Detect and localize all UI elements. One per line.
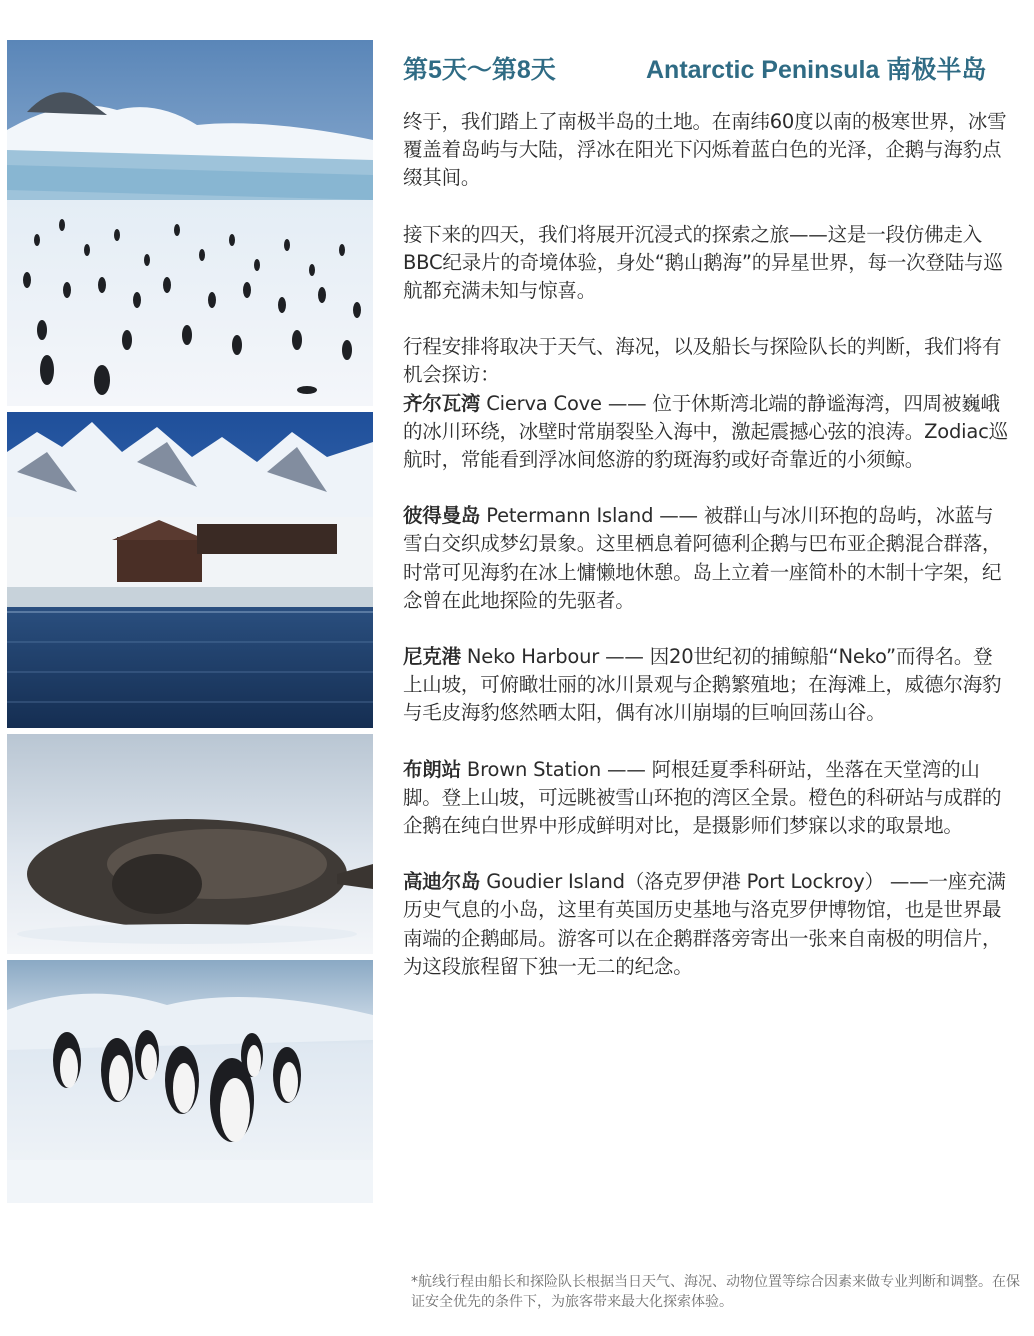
site-description: Brown Station —— 阿根廷夏季科研站，坐落在天堂湾的山脚。登上山坡，可远眺被雪山环抱的湾区全景。橙色的科研站与成群的企鹅在纯白世界中形成鲜明对比，是摄影师们梦寐以求的取景地。 (403, 757, 1002, 838)
site-description: Neko Harbour —— 因20世纪初的捕鲸船“Neko”而得名。登上山坡，可俯瞰壮丽的冰川景观与企鹅繁殖地；在海滩上，威德尔海豹与毛皮海豹悠然晒太阳，偶有冰川崩塌的巨响回荡山谷。 (403, 645, 1002, 725)
adelie-penguins-photo (7, 960, 373, 1203)
site-name: 布朗站 (403, 757, 461, 781)
day-range: 第5天～第8天 (403, 56, 556, 84)
footnote: *航线行程由船长和探险队长根据当日天气、海况、动物位置等综合因素来做专业判断和调整。在保证安全优先的条件下，为旅客带来最大化探索体验。 (411, 1274, 1020, 1310)
site-description: Petermann Island —— 被群山与冰川环抱的岛屿，冰蓝与雪白交织成梦幻景象。这里栖息着阿德利企鹅与巴布亚企鹅混合群落，时常可见海豹在冰上慵懒地休憩。岛上立着一座简朴的木制十字架，纪念曾在此地探险的先驱者。 (403, 504, 1002, 612)
port-lockroy-hut-photo (7, 412, 373, 728)
site-petermann-island (403, 502, 1011, 615)
intro-paragraph-3: 行程安排将取决于天气、海况，以及船长与探险队长的判断，我们将有机会探访： (403, 335, 1002, 387)
region-title: Antarctic Peninsula 南极半岛 (646, 56, 987, 84)
site-description: Cierva Cove —— 位于休斯湾北端的静谧海湾，四周被巍峨的冰川环绕，冰壁时常崩裂坠入海中，激起震撼心弦的浪涛。Zodiac巡航时，常能看到浮冰间悠游的豹斑海豹或好奇靠近的小须鲸。 (403, 391, 1008, 472)
site-name: 高迪尔岛 (403, 870, 481, 894)
site-cierva-cove (403, 390, 1011, 475)
site-name: 齐尔瓦湾 (403, 391, 481, 415)
itinerary-body (403, 108, 1011, 981)
site-brown-station (403, 756, 1011, 841)
site-neko-harbour (403, 643, 1011, 728)
penguin-colony-photo (7, 40, 373, 406)
weddell-seal-photo (7, 734, 373, 954)
intro-paragraph-1: 终于，我们踏上了南极半岛的土地。在南纬60度以南的极寒世界，冰雪覆盖着岛屿与大陆，浮冰在阳光下闪烁着蓝白色的光泽，企鹅与海豹点缀其间。 (403, 110, 1007, 190)
site-description: Goudier Island（洛克罗伊港 Port Lockroy） ——一座充满历史气息的小岛，这里有英国历史基地与洛克罗伊博物馆，也是世界最南端的企鹅邮局。游客可以在企鹅群落旁寄出一张来自南极的明信片，为这段旅程留下独一无二的纪念。 (403, 870, 1006, 978)
intro-paragraph-2: 接下来的四天，我们将展开沉浸式的探索之旅——这是一段仿佛走入BBC纪录片的奇境体验，身处“鹅山鹅海”的异星世界，每一次登陆与巡航都充满未知与惊喜。 (403, 222, 1003, 303)
site-goudier-island (403, 868, 1011, 981)
site-name: 尼克港 (403, 645, 461, 669)
site-name: 彼得曼岛 (403, 504, 481, 528)
